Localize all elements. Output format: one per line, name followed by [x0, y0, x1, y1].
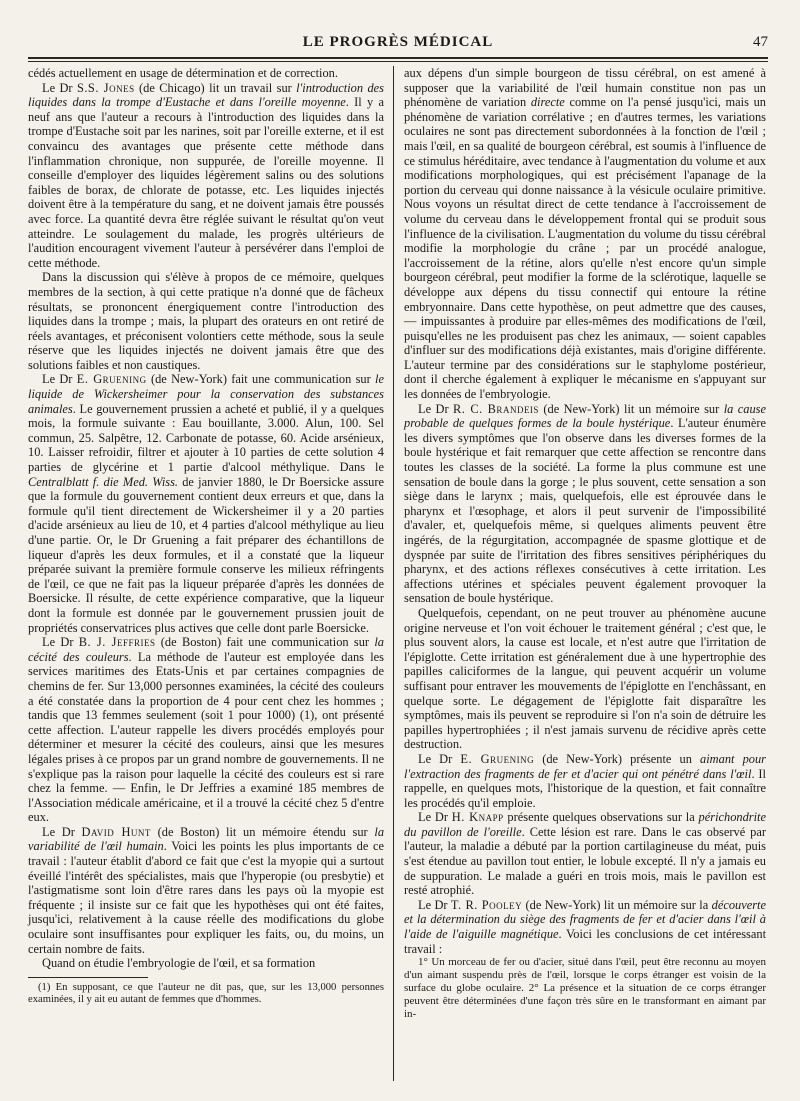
right-column — [404, 66, 766, 1021]
paragraph-brandeis: Le Dr R. C. Brandeis (de New-York) lit un mémoire sur la cause probable de quelques formes de la boule hystérique. L'auteur énumère les divers symptômes que l'on observe dans les diverses formes de la boule hystérique et fait remarquer que cette affection se rencontre dans toutes les classes de la société. La forme la plus commune est une sensation de boule dans la gorge ; le plus souvent, cette sensation a son siège dans le larynx ; mais, quelquefois, elle est éprouvée dans le pharynx et l'œsophage, et alors il peut survenir de l'impossibilité d'avaler, et, quelquefois même, si quelques aliments peuvent être ingérés, de la régurgitation, accompagnée de spasme glottique et de dyspnée par suite de l'irritation des fibres sensitives périphériques du pharynx, et des actions réflexes consécutives à cette irritation. Les affections utérines et spéciales peuvent également provoquer la sensation de boule hystérique. — [404, 401, 767, 606]
author-name: T. R. Pooley — [450, 897, 523, 912]
header-rule-thick — [28, 57, 768, 59]
column-divider — [393, 66, 394, 1081]
paper-title: le liquide de Wickersheimer pour la conservation des substances animales — [28, 372, 384, 416]
paper-title: périchondrite du pavillon de l'oreille — [404, 810, 766, 839]
paragraph: Quand on étudie l'embryologie de l'œil, et sa formation — [42, 956, 316, 971]
running-header — [28, 34, 768, 58]
paragraph-pooley: Le Dr T. R. Pooley (de New-York) lit un mémoire sur la découverte et la détermination du siège des fragments de fer et d'acier dans l'œil à l'aide de l'aiguille magnétique. Voici les conclusions de cet intéressant travail : — [404, 897, 767, 956]
header-rule-thin — [28, 61, 768, 62]
paragraph-knapp: Le Dr H. Knapp présente quelques observations sur la périchondrite du pavillon de l'oreille. Cette lésion est rare. Dans le cas observé par l'auteur, la maladie a débuté par la portion cartilagineuse du méat, puis s'est étendue au pavillon tout entier, le lobule excepté. Il n'y a jamais eu de suppuration. Le malade a guéri en trois mois, mais le pavillon est resté atrophié. — [404, 810, 766, 898]
page-number: 47 — [753, 34, 768, 50]
paper-title: l'introduction des liquides dans la trompe d'Eustache et dans l'oreille moyenne — [28, 80, 384, 110]
paragraph: aux dépens d'un simple bourgeon de tissu cérébral, on est amené à supposer que la variabilité de l'œil humain constitue non pas un phénomène de variation directe comme on l'a pensé jusqu'ici, mais un phénomène de variation corrélative ; en d'autres termes, les variations oculaires ne sont pas directement subordonnées à la fonction de l'œil ; mais l'œil, en sa qualité de bourgeon cérébral, est soumis à l'influence de ce stimulus héréditaire, avec tendance à l'augmentation du volume et aux modifications morphologiques, qui est précisément l'apanage de la portion du cerveau qui donne naissance à la vésicule oculaire primitive. Nous voyons un résultat direct de cette tendance à l'accroissement de volume du cerveau dans le développement frontal qui se produit sous l'influence de la civilisation. L'augmentation du volume du tissu cérébral modifie la morphologie du crâne ; par un procédé analogue, l'accroissement de la rétine, alors qu'elle n'est encore qu'un simple bourgeon cérébral, peut modifier la forme de la sclérotique, laquelle se développe aux dépens du tissu connectif qui entoure la rétine embryonnaire. Dans cette hypothèse, on peut admettre que des causes, — impuissantes à produire par elles-mêmes des modifications de l'œil, puisqu'elles ne les produisent pas chez les animaux, — soient capables d'influer sur des modifications déjà existantes, mais d'origine différente. L'auteur termine par des considérations sur le staphylome postérieur, dont il cherche également à expliquer le mécanisme en s'appuyant sur les données de l'embryologie. — [404, 66, 766, 402]
author-name: R. C. Brandeis — [453, 401, 539, 416]
paragraph-jeffries: Le Dr B. J. Jeffries (de Boston) fait une communication sur la cécité des couleurs. La méthode de l'auteur est employée dans les services maritimes des Etats-Unis et par certaines compagnies de chemins de fer. Sur 13,000 personnes examinées, la cécité des couleurs a été constatée dans la proportion de 4 pour cent chez les hommes ; tandis que 13 femmes seulement (soit 1 pour 1000) (1), ont présenté cette affection. L'auteur rappelle les divers procédés employés pour déterminer et mesurer la cécité des couleurs, ainsi que les mesures légales prises à ce propos par un grand nombre de gouvernements. Il ne s'explique pas la raison pour laquelle la cécité des couleurs est si rare chez la femme. — Enfin, le Dr Jeffries a examiné 185 membres de l'Association médicale américaine, et il a trouvé la cécité chez 5 d'entre eux. — [28, 635, 384, 825]
author-name: S.S. Jones — [76, 80, 135, 95]
paper-title: la cécité des couleurs — [28, 635, 384, 664]
paragraph: cédés actuellement en usage de détermination et de correction. — [28, 66, 338, 80]
paragraph-discussion: Dans la discussion qui s'élève à propos de ce mémoire, quelques membres de la section, à qui cette pratique n'a donné que de fâcheux résultats, se prononcent énergiquement contre l'introduction des liquides dans la trompe ; mais, la plupart des orateurs en ont retiré de réels avantages, et préconisent volontiers cette méthode, sous la seule réserve que les liquides injectés ne doivent jamais être que des solutions faibles et non caustiques. — [28, 270, 384, 372]
author-name: E. Gruening — [76, 372, 147, 387]
journal-title: LE PROGRÈS MÉDICAL — [302, 34, 494, 50]
author-name: David Hunt — [81, 824, 151, 839]
left-column — [28, 66, 384, 1007]
paragraph-jones: Le Dr S.S. Jones (de Chicago) lit un travail sur l'introduction des liquides dans la trompe d'Eustache et dans l'oreille moyenne. Il y a neuf ans que l'auteur a recours à l'introduction des liquides dans la trompe d'Eustache soit par les narines, soit par l'oreille externe, et il est convaincu des avantages que présente cette méthode dans l'inflammation chronique, non suppurée, de l'oreille moyenne. Il conseille d'employer des liquides légèrement salins ou des solutions faibles de borax, de chlorate de potasse, etc. Les liquides injectés doivent être à la température du sang, et ne doivent jamais être poussés avec force. La quantité devra être réglée suivant le résultat qu'on veut atteindre. Le soulagement du malade, les progrès ultérieurs de l'audition encouragent vivement l'auteur à persévérer dans l'emploi de cette méthode. — [28, 80, 385, 270]
author-name: E. Gruening — [460, 751, 535, 766]
paragraph: Quelquefois, cependant, on ne peut trouver au phénomène aucune origine nerveuse et l'on voit échouer le traitement général ; c'est que, le plus souvent alors, la cause est locale, et n'est autre que l'irritation de l'épiglotte. Cette irritation est généralement due à une hypertrophie des papilles caliciformes de la langue, qui peuvent acquérir un volume suffisant pour entraver les mouvements de l'épiglotte en l'enchâssant, en quelque sorte. Le dégagement de l'épiglotte fait disparaître les symptômes, mais ils peuvent se reproduire si l'on n'a soin de détruire les papilles hypertrophiées ; il n'est jamais survenu de récidive après cette destruction. — [404, 605, 766, 752]
paragraph-gruening: Le Dr E. Gruening (de New-York) fait une communication sur le liquide de Wickersheimer pour la conservation des substances animales. Le gouvernement prussien a acheté et publié, il y a quelques mois, la formule suivante : Eau bouillante, 3.000. Alun, 100. Sel commun, 25. Salpêtre, 12. Carbonate de potasse, 60. Acide arsénieux, 10. Laisser refroidir, filtrer et ajouter à 10 parties de cette solution 4 parties de glycérine et 1 partie d'alcool méthylique. Dans le Centralblatt f. die Med. Wiss. de janvier 1880, le Dr Boersicke assure que la formule du gouvernement contient deux erreurs et que, dans la formule qu'il tient directement de Wickersheimer il y a 20 parties d'acide arsénieux au lieu de 10, et 4 parties d'alcool méthylique au lieu d'une partie. Or, le Dr Gruening a fait préparer des échantillons de liqueur d'après les deux formules, et il a constaté que la liqueur préparée suivant la première formule conserve les milieux réfringents de l'œil, ce que ne fait pas la liqueur préparée d'après les données de Boersicke. Il résulte, de cette expérience comparative, que la liqueur dont la formule est donnée par le gouvernement prussien jouit de propriétés conservatrices plus actives que celle dont parle Boersicke. — [28, 372, 384, 635]
paper-title: découverte et la détermination du siège des fragments de fer et d'acier dans l'œil à l'aide de l'aiguille magnétique — [404, 897, 766, 942]
paper-title: la variabilité de l'œil humain — [28, 824, 385, 854]
footnote-rule — [28, 977, 148, 978]
paper-title: la cause probable de quelques formes de la boule hystérique — [404, 401, 767, 431]
footnote: (1) En supposant, ce que l'auteur ne dit pas, que, sur les 13,000 personnes examinées, il y ait eu autant de femmes que d'hommes. — [28, 981, 384, 1006]
conclusion-item: 1° Un morceau de fer ou d'acier, situé dans l'œil, peut être reconnu au moyen d'un aimant suspendu près de l'œil, lorsque le corps étranger est voisin de la surface du globe oculaire. 2° La présence et la situation de ce corps étranger peuvent être déterminées d'une façon très sûre en le transformant en aimant par in- — [404, 956, 766, 1021]
paper-title: aimant pour l'extraction des fragments de fer et d'acier qui ont pénétré dans l'œil — [404, 751, 766, 781]
journal-reference: Centralblatt f. die Med. Wiss. — [28, 474, 179, 489]
paragraph-hunt: Le Dr David Hunt (de Boston) lit un mémoire étendu sur la variabilité de l'œil humain. Voici les points les plus importants de ce travail : l'auteur établit d'abord ce fait que c'est la myopie qui a surtout éveillé l'intérêt des spécialistes, mais que l'hyperopie (ou presbytie) et l'astigmatisme sont loin d'être rares dans les pays où la myopie est fréquente ; il insiste sur ce fait que les hypothèses qui ont été faites, jusqu'ici, relativement à la cause réelle des modifications du globe oculaire sont insuffisantes pour expliquer les faits, ou, du moins, un certain nombre de faits. — [28, 824, 385, 956]
author-name: H. Knapp — [451, 810, 504, 825]
author-name: B. J. Jeffries — [78, 635, 156, 650]
paragraph-gruening-magnet: Le Dr E. Gruening (de New-York) présente un aimant pour l'extraction des fragments de fer et d'acier qui ont pénétré dans l'œil. Il rappelle, en quelques mots, l'historique de la question, et fait connaître les procédés qu'il emploie. — [404, 751, 766, 810]
